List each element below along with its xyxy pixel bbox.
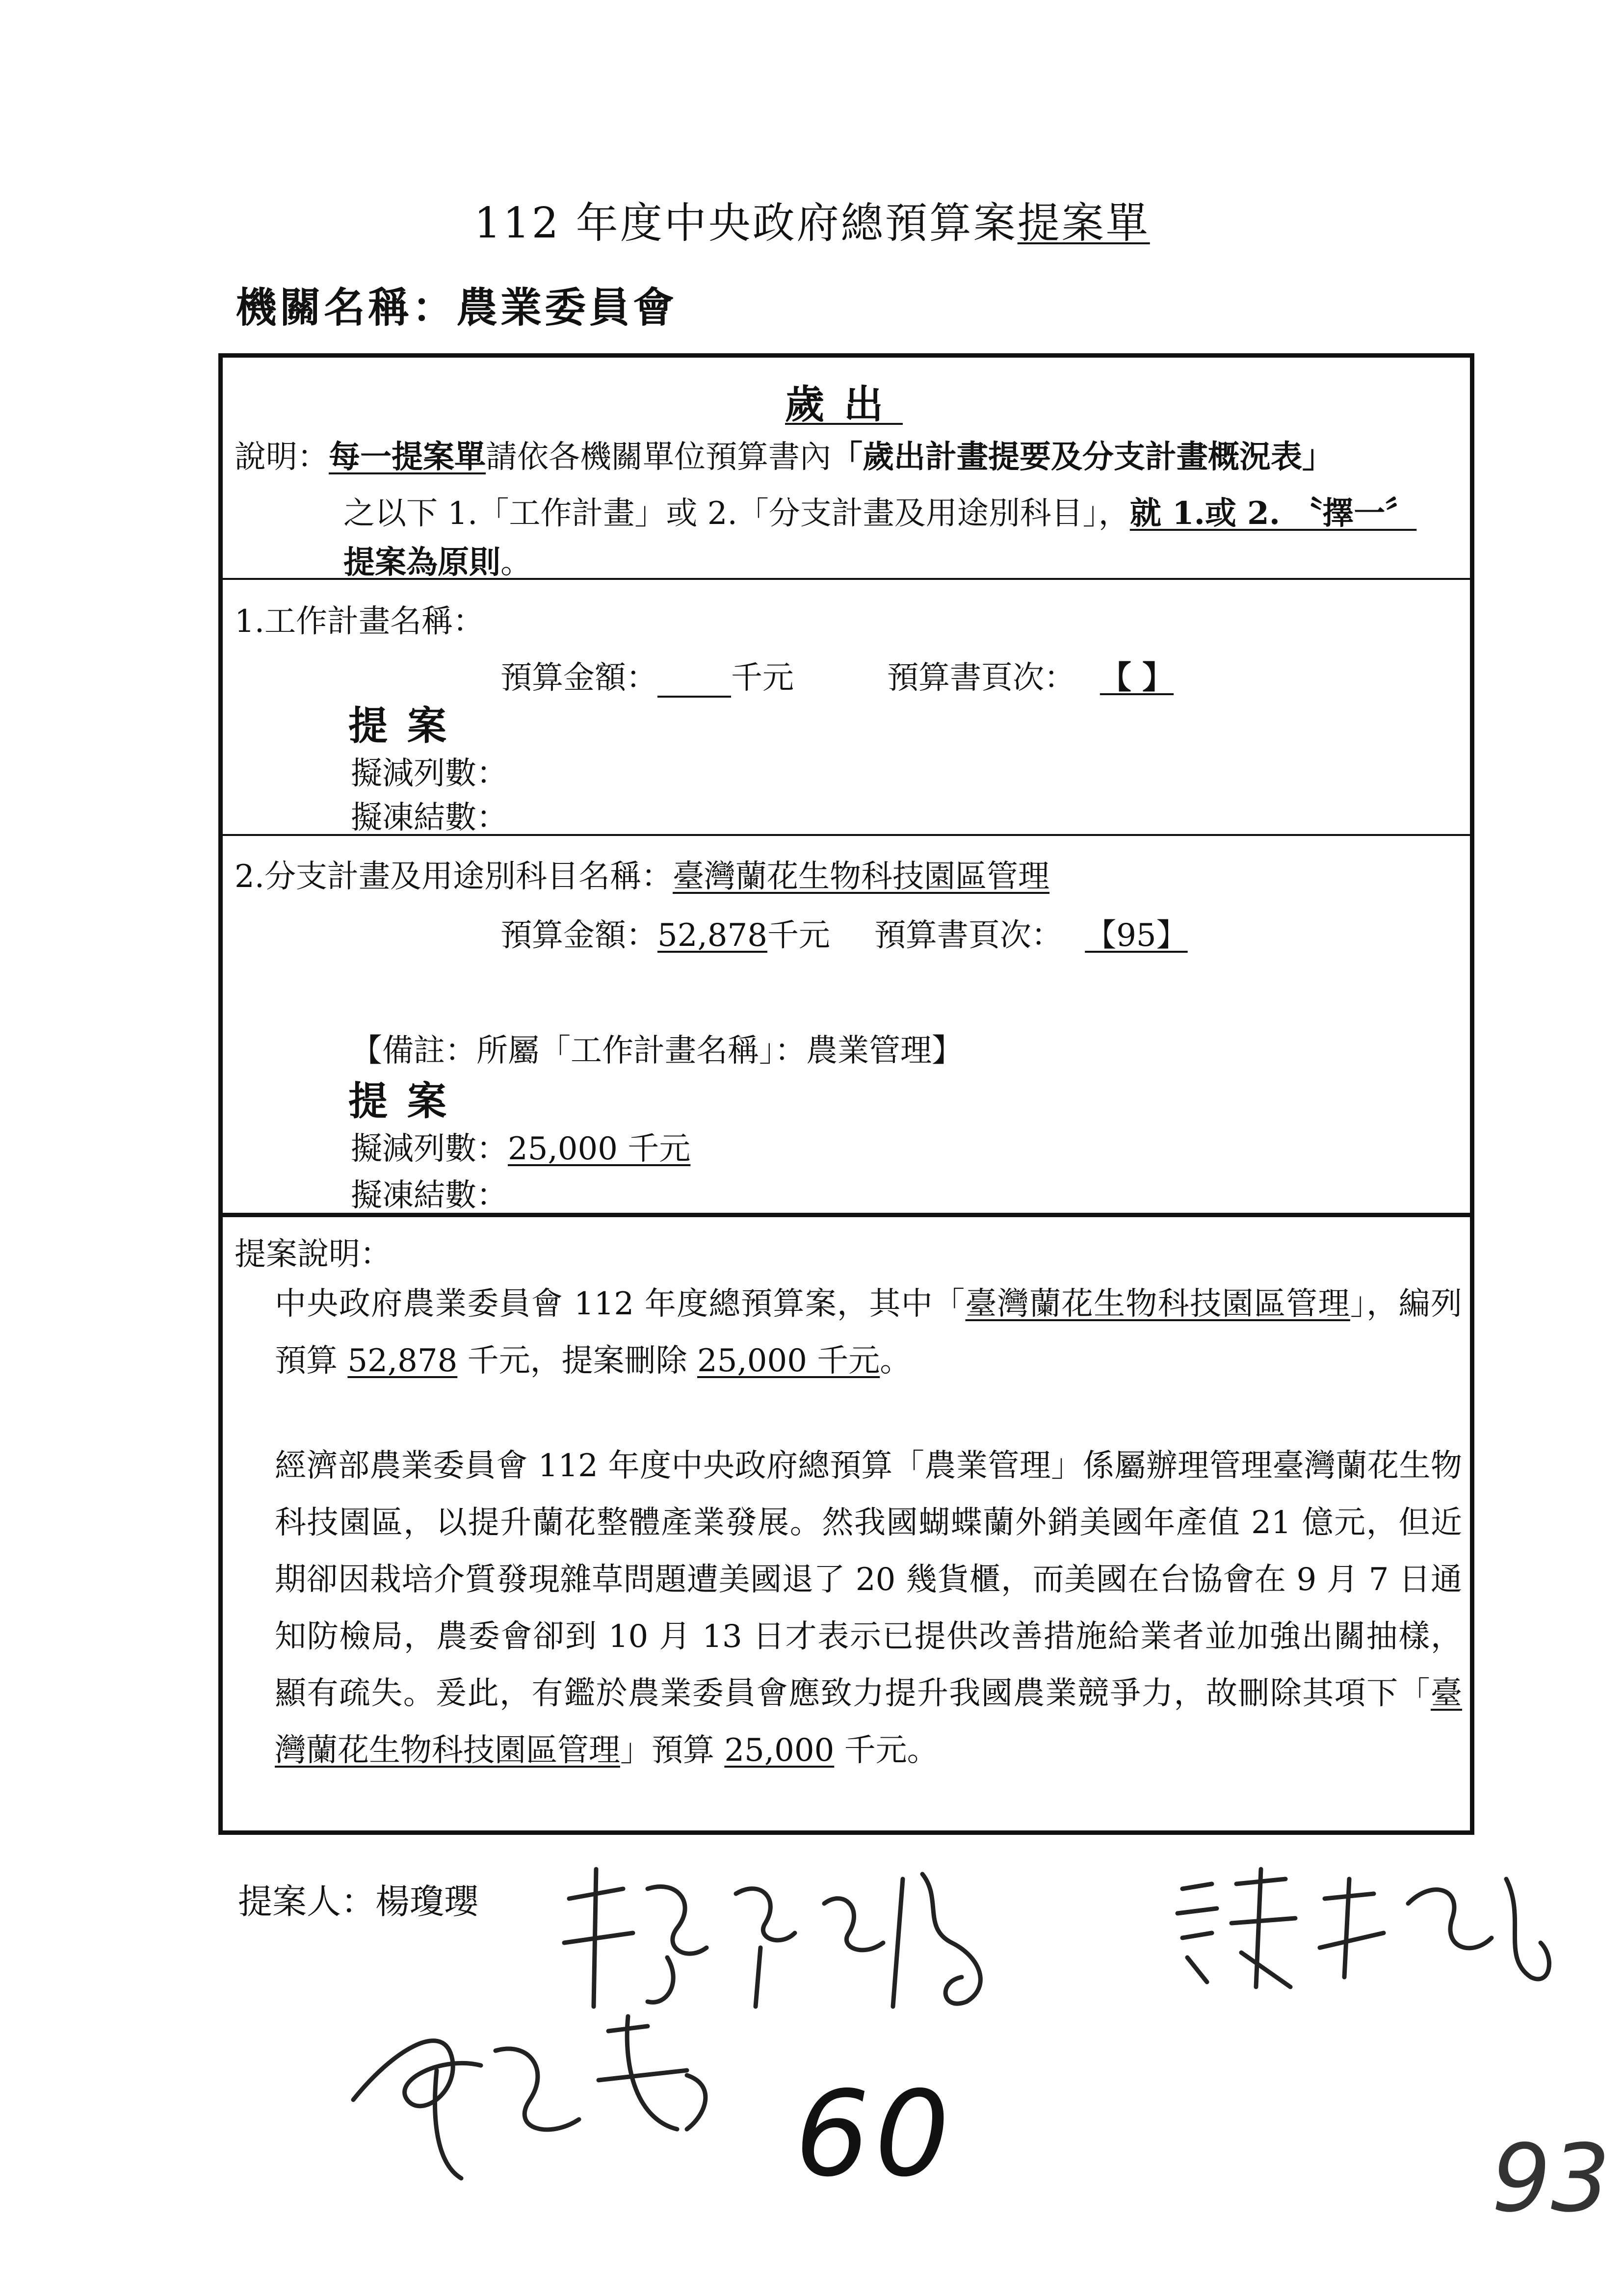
section1-freeze-label: 擬凍結數：	[351, 800, 508, 836]
section2-heading: 2.分支計畫及用途別科目名稱：	[235, 859, 673, 895]
section2-remark: 【備註：所屬「工作計畫名稱」：農業管理】	[351, 1033, 963, 1069]
note-line-2	[343, 488, 1416, 533]
note-line-1	[235, 432, 1334, 477]
signature-3	[334, 2002, 775, 2198]
section1-budget-line	[500, 652, 1198, 698]
page-number: 93	[1492, 2124, 1610, 2233]
section2-reduce-value: 25,000 千元	[508, 1131, 691, 1167]
p1-cut: 25,000 千元	[697, 1343, 880, 1379]
section2-reduce-line	[351, 1123, 709, 1169]
p2-budget: 25,000	[724, 1732, 835, 1769]
signature-1	[550, 1859, 1040, 2021]
section2-page-label: 預算書頁次：	[874, 917, 1063, 954]
agency-name: 農業委員會	[456, 283, 678, 332]
section2-reduce-label: 擬減列數：	[351, 1131, 508, 1167]
p1-item-name: 臺灣蘭花生物科技園區管理	[965, 1286, 1350, 1322]
proposer-line	[238, 1874, 478, 1924]
note-part-1: 每一提案單	[329, 439, 486, 475]
p1-text-d: 。	[880, 1343, 912, 1379]
explanation-paragraph-1	[275, 1276, 1462, 1389]
section2-freeze-label: 擬凍結數：	[351, 1177, 508, 1214]
p1-text-b: 」，編列預算	[275, 1286, 1463, 1379]
note-line3: 提案為原則	[343, 544, 500, 581]
note-label: 說明：	[235, 439, 329, 475]
note-line2-b: 就 1.或 2. 〝擇一〞	[1129, 495, 1417, 532]
section2-page-value: 【95】	[1085, 917, 1188, 954]
section1-reduce-label: 擬減列數：	[351, 756, 508, 792]
title-prefix: 112 年度中央政府總預算案	[474, 199, 1018, 248]
proposer-label: 提案人：	[238, 1881, 375, 1922]
signature-2	[1168, 1859, 1560, 2007]
section1-proposal-title: 提案	[348, 703, 466, 749]
section2-heading-line	[235, 851, 1049, 896]
proposer-name: 楊瓊瓔	[375, 1881, 478, 1922]
section1-budget-unit: 千元	[731, 660, 794, 696]
p1-text-a: 中央政府農業委員會 112 年度總預算案，其中「	[275, 1286, 966, 1322]
agency-label: 機關名稱：	[236, 283, 457, 332]
agency-line	[236, 275, 677, 334]
section2-budget-value: 52,878	[657, 917, 767, 954]
note-line3-end: 。	[500, 545, 532, 581]
section2-budget-unit: 千元	[767, 917, 830, 954]
p2-text-c: 千元。	[834, 1732, 939, 1769]
section2-budget-line	[500, 910, 1210, 955]
note-line-3	[343, 537, 532, 582]
section2-item-name: 臺灣蘭花生物科技園區管理	[673, 859, 1050, 895]
note-part-3: 「歲出計畫提要及分支計畫概況表」	[831, 439, 1334, 475]
section1-page-value: 【 】	[1100, 659, 1174, 696]
section1-heading: 1.工作計畫名稱：	[235, 603, 485, 640]
section1-budget-label: 預算金額：	[500, 660, 657, 696]
p2-item-name: 臺灣蘭花生物科技園區管理	[275, 1675, 1462, 1769]
handwritten-number: 60	[795, 2065, 955, 2203]
title-suffix: 提案單	[1017, 199, 1150, 248]
section1-page-label: 預算書頁次：	[887, 660, 1075, 696]
document-title	[0, 189, 1624, 250]
note-part-2: 請依各機關單位預算書內	[486, 439, 831, 475]
section-title: 歲出	[785, 381, 903, 427]
p2-text-a: 經濟部農業委員會 112 年度中央政府總預算「農業管理」係屬辦理管理臺灣蘭花生物科技園區，以提升蘭花整體產業發展。然我國蝴蝶蘭外銷美國年產值 21 億元，但近期卻因栽培介質發現雜草問題遭美國退了 20 幾貨櫃，而美國在台協會在 9 月 7 日通知防檢局，農委會卻到 10 月 13 日才表示已提供改善措施給業者並加強出關抽樣，顯有疏失。爰此，有鑑於農業委員會應致力提升我國農業競爭力，故刪除其項下「	[275, 1448, 1462, 1712]
p2-text-b: 」預算	[620, 1732, 725, 1769]
p1-text-c: 千元，提案刪除	[457, 1343, 697, 1379]
p1-budget: 52,878	[347, 1343, 458, 1379]
section1-budget-blank	[657, 665, 731, 698]
section2-budget-label: 預算金額：	[500, 917, 657, 954]
section2-proposal-title: 提案	[348, 1078, 466, 1124]
note-line2-a: 之以下 1.「工作計畫」或 2.「分支計畫及用途別科目」，	[343, 496, 1130, 532]
explanation-paragraph-2	[275, 1437, 1462, 1779]
explanation-heading: 提案說明：	[235, 1236, 392, 1273]
